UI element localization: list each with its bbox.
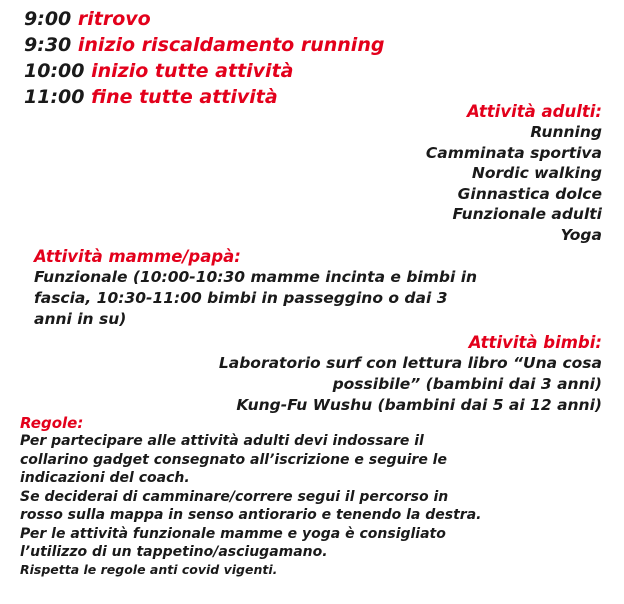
schedule-time: 10:00 <box>24 60 85 82</box>
bimbi-title: Attività bimbi: <box>468 333 602 352</box>
schedule-text: ritrovo <box>77 8 151 30</box>
bimbi-line: Laboratorio surf con lettura libro “Una cosa <box>218 354 602 372</box>
regole-line: collarino gadget consegnato all’iscrizione e seguire le <box>20 451 447 468</box>
regole-line: indicazioni del coach. <box>20 470 190 486</box>
adulti-item: Running <box>530 123 602 141</box>
bimbi-line: possibile” (bambini dai 3 anni) <box>332 375 602 393</box>
schedule-time: 9:30 <box>24 34 72 56</box>
adulti-item: Yoga <box>560 225 602 244</box>
adulti-item: Nordic walking <box>471 164 602 182</box>
adulti-item: Camminata sportiva <box>425 143 602 162</box>
regole-title: Regole: <box>20 414 84 432</box>
schedule-row <box>24 9 151 29</box>
bimbi-line: Kung-Fu Wushu (bambini dai 5 ai 12 anni) <box>236 396 602 414</box>
adulti-item: Ginnastica dolce <box>457 184 602 203</box>
regole-section <box>20 414 481 578</box>
mamme-line: Funzionale (10:00-10:30 mamme incinta e bimbi in <box>34 268 478 286</box>
adulti-title: Attività adulti: <box>467 102 602 121</box>
mamme-section <box>34 247 477 330</box>
schedule-row <box>24 87 278 107</box>
schedule-time: 9:00 <box>24 8 72 30</box>
regole-line: Se deciderai di camminare/correre segui il percorso in <box>20 488 449 505</box>
regole-line: l’utilizzo di un tappetino/asciugamano. <box>20 544 328 560</box>
mamme-line: anni in su) <box>34 310 127 328</box>
adulti-item: Funzionale adulti <box>452 205 602 223</box>
schedule-row <box>24 35 384 55</box>
mamme-line: fascia, 10:30-11:00 bimbi in passeggino o dai 3 <box>34 289 448 307</box>
schedule-row <box>24 61 293 81</box>
schedule-text: inizio tutte attività <box>91 60 294 82</box>
regole-line: rosso sulla mappa in senso antiorario e tenendo la destra. <box>20 507 482 523</box>
schedule-text: fine tutte attività <box>91 86 278 108</box>
schedule-time: 11:00 <box>24 86 85 108</box>
bimbi-section <box>219 333 602 416</box>
mamme-title: Attività mamme/papà: <box>34 247 241 266</box>
schedule-text: inizio riscaldamento running <box>77 34 385 56</box>
regole-note: Rispetta le regole anti covid vigenti. <box>20 561 278 577</box>
regole-line: Per partecipare alle attività adulti devi indossare il <box>20 433 424 449</box>
regole-line: Per le attività funzionale mamme e yoga è consigliato <box>20 525 446 542</box>
adulti-section <box>426 102 602 245</box>
